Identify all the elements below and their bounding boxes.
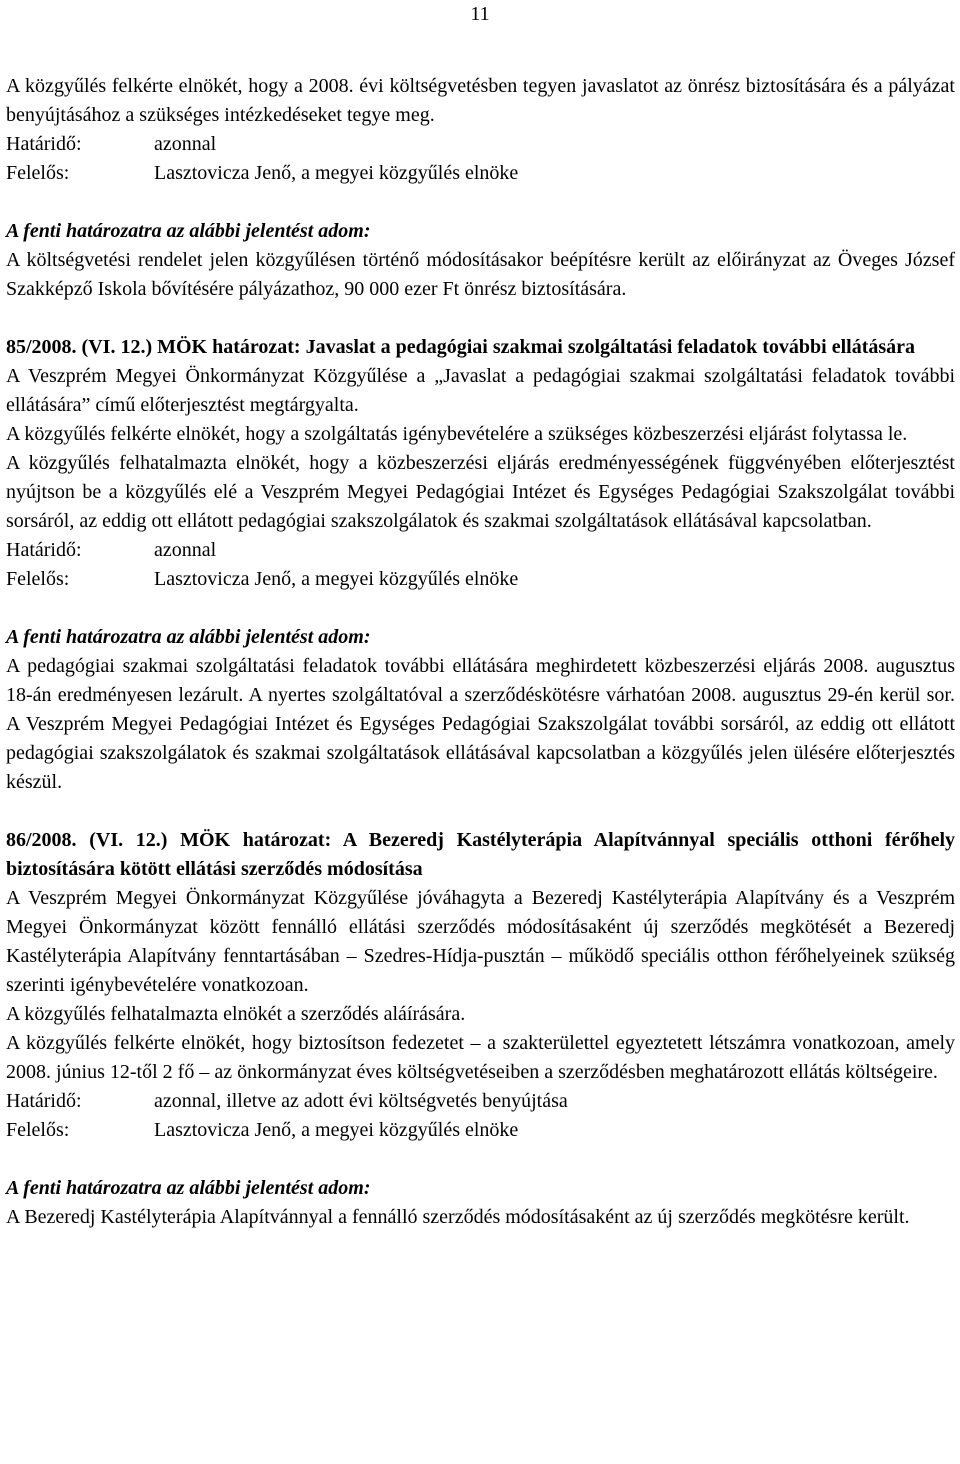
resolution-86-paragraph-1: A Veszprém Megyei Önkormányzat Közgyűlése jóváhagyta a Bezeredj Kastélyterápia Alapítvány és a Veszprém Megyei Önkormányzat között fennálló ellátási szerződés módosításaként új szerződés megkötését a Bezeredj Kastélyterápia Alapítvány fenntartásában – Szedres-Hídja-pusztán – működő speciális otthon férőhelyeinek szükség szerinti igénybevételére vonatkozoan.	[6, 887, 955, 996]
deadline-label: Határidő:	[6, 133, 82, 155]
responsible-label: Felelős:	[6, 568, 70, 590]
responsible-row	[6, 565, 955, 594]
deadline-row	[6, 1087, 955, 1116]
responsible-value: Lasztovicza Jenő, a megyei közgyűlés elnöke	[154, 568, 519, 590]
deadline-value: azonnal	[154, 133, 217, 155]
spacer	[6, 188, 955, 217]
responsible-row	[6, 159, 955, 188]
resolution-85-paragraph-1: A Veszprém Megyei Önkormányzat Közgyűlése a „Javaslat a pedagógiai szakmai szolgáltatási feladatok további ellátására” című előterjesztést megtárgyalta.	[6, 365, 955, 416]
responsible-value: Lasztovicza Jenő, a megyei közgyűlés elnöke	[154, 1119, 519, 1141]
report-paragraph: A pedagógiai szakmai szolgáltatási feladatok további ellátására meghirdetett közbeszerzési eljárás 2008. augusztus 18-án eredményesen lezárult. A nyertes szolgáltatóval a szerződéskötésre várhatóan 2008. augusztus 29-én kerül sor. A Veszprém Megyei Pedagógiai Intézet és Egységes Pedagógiai Szakszolgálat további sorsáról, az eddig ott ellátott pedagógiai szakszolgálatok és szakmai szolgáltatások ellátásával kapcsolatban a közgyűlés jelen ülésére előterjesztés készül.	[6, 655, 955, 793]
report-heading: A fenti határozatra az alábbi jelentést adom:	[6, 220, 371, 242]
responsible-label: Felelős:	[6, 1119, 70, 1141]
page-number: 11	[470, 3, 490, 25]
responsible-value: Lasztovicza Jenő, a megyei közgyűlés elnöke	[154, 162, 519, 184]
report-heading: A fenti határozatra az alábbi jelentést adom:	[6, 1177, 371, 1199]
deadline-value: azonnal	[154, 539, 217, 561]
spacer	[6, 1145, 955, 1174]
report-paragraph: A Bezeredj Kastélyterápia Alapítvánnyal a fennálló szerződés módosításaként az új szerződés megkötésre került.	[6, 1206, 910, 1228]
resolution-85-title: 85/2008. (VI. 12.) MÖK határozat: Javaslat a pedagógiai szakmai szolgáltatási feladatok további ellátására	[6, 336, 916, 358]
spacer	[6, 797, 955, 826]
spacer	[6, 594, 955, 623]
responsible-label: Felelős:	[6, 162, 70, 184]
deadline-label: Határidő:	[6, 539, 82, 561]
deadline-row	[6, 130, 955, 159]
responsible-row	[6, 1116, 955, 1145]
deadline-row	[6, 536, 955, 565]
resolution-86-paragraph-2: A közgyűlés felhatalmazta elnökét a szerződés aláírására.	[6, 1003, 466, 1025]
report-paragraph: A költségvetési rendelet jelen közgyűlésen történő módosításakor beépítésre került az előirányzat az Öveges József Szakképző Iskola bővítésére pályázathoz, 90 000 ezer Ft önrész biztosítására.	[6, 249, 955, 300]
resolution-86-paragraph-3: A közgyűlés felkérte elnökét, hogy biztosítson fedezetet – a szakterülettel egyeztetett létszámra vonatkozoan, amely 2008. június 12-től 2 fő – az önkormányzat éves költségvetéseiben a szerződésben meghatározott ellátás költségeire.	[6, 1032, 955, 1083]
resolution-85-paragraph-3: A közgyűlés felhatalmazta elnökét, hogy a közbeszerzési eljárás eredményességének függvényében előterjesztést nyújtson be a közgyűlés elé a Veszprém Megyei Pedagógiai Intézet és Egységes Pedagógiai Szakszolgálat további sorsáról, az eddig ott ellátott pedagógiai szakszolgálatok és szakmai szolgáltatások ellátásával kapcsolatban.	[6, 452, 955, 532]
report-heading: A fenti határozatra az alábbi jelentést adom:	[6, 626, 371, 648]
document-body	[6, 72, 955, 1232]
resolution-85-paragraph-2: A közgyűlés felkérte elnökét, hogy a szolgáltatás igénybevételére a szükséges közbeszerzési eljárást folytassa le.	[6, 423, 908, 445]
spacer	[6, 304, 955, 333]
resolution-86-title: 86/2008. (VI. 12.) MÖK határozat: A Bezeredj Kastélyterápia Alapítvánnyal speciális otthoni férőhely biztosítására kötött ellátási szerződés módosítása	[6, 829, 955, 880]
paragraph: A közgyűlés felkérte elnökét, hogy a 2008. évi költségvetésben tegyen javaslatot az önrész biztosítására és a pályázat benyújtásához a szükséges intézkedéseket tegye meg.	[6, 75, 955, 126]
deadline-value: azonnal, illetve az adott évi költségvetés benyújtása	[154, 1090, 568, 1112]
deadline-label: Határidő:	[6, 1090, 82, 1112]
